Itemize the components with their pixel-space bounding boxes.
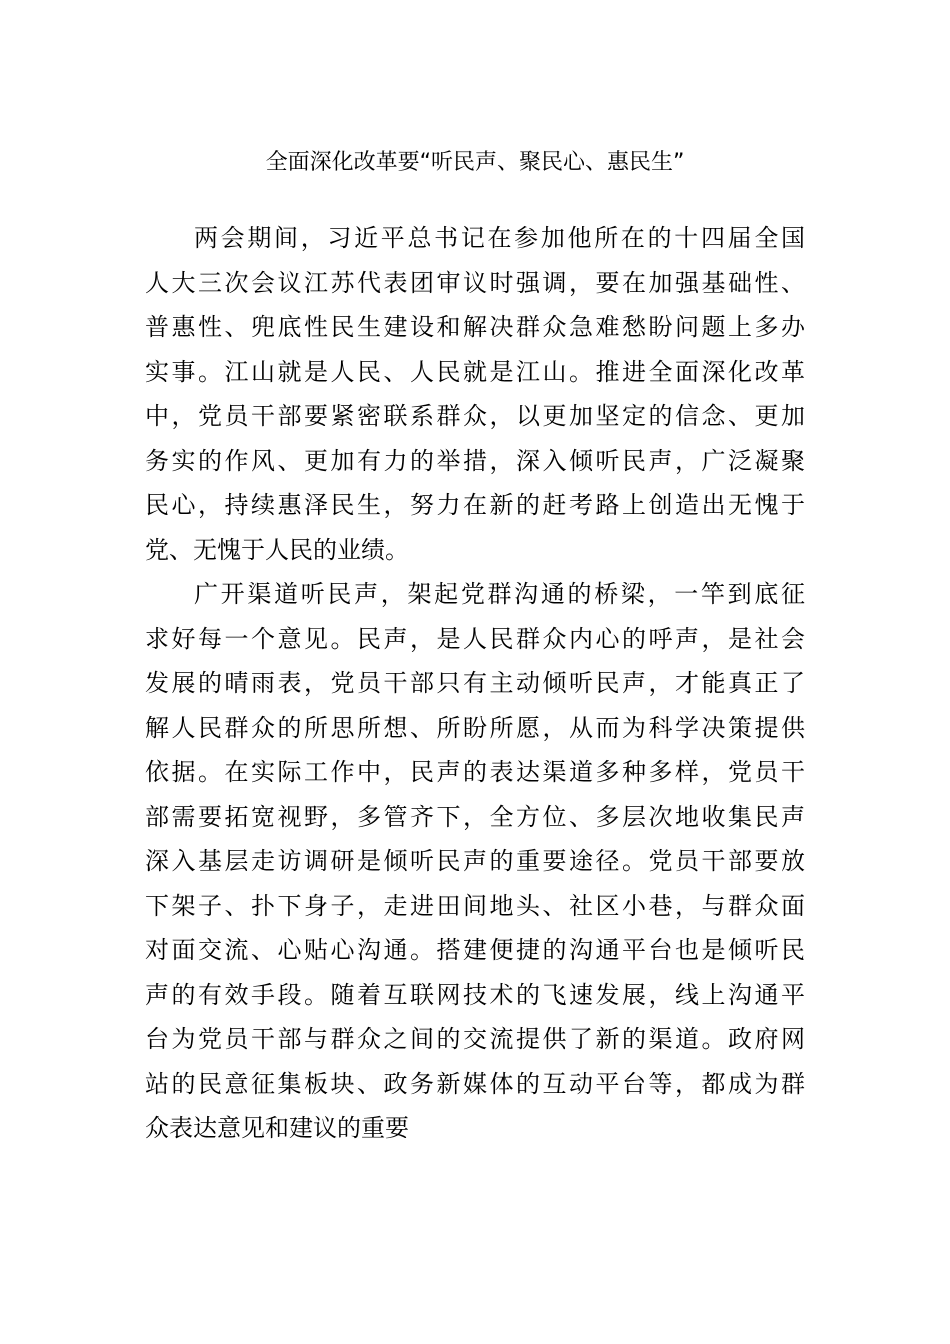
text-line: 部需要拓宽视野，多管齐下，全方位、多层次地收集民声 — [145, 802, 805, 831]
text-line: 求好每一个意见。民声，是人民群众内心的呼声，是社会 — [145, 624, 805, 653]
text-line: 对面交流、心贴心沟通。搭建便捷的沟通平台也是倾听民 — [145, 936, 805, 964]
text-line: 人大三次会议江苏代表团审议时强调，要在加强基础性、 — [145, 268, 805, 297]
text-line: 实事。江山就是人民、人民就是江山。推进全面深化改革 — [145, 357, 805, 386]
text-line: 台为党员干部与群众之间的交流提供了新的渠道。政府网 — [145, 1025, 805, 1053]
text-line: 中，党员干部要紧密联系群众，以更加坚定的信念、更加 — [145, 402, 805, 430]
paragraph-1 — [145, 222, 805, 578]
text-line: 两会期间，习近平总书记在参加他所在的十四届全国 — [194, 224, 805, 252]
text-line: 民心，持续惠泽民生，努力在新的赶考路上创造出无愧于 — [145, 491, 805, 519]
text-line: 广开渠道听民声，架起党群沟通的桥梁，一竿到底征 — [194, 580, 805, 608]
text-line: 务实的作风、更加有力的举措，深入倾听民声，广泛凝聚 — [145, 446, 805, 475]
text-line: 深入基层走访调研是倾听民声的重要途径。党员干部要放 — [145, 847, 805, 875]
text-line: 声的有效手段。随着互联网技术的飞速发展，线上沟通平 — [145, 980, 805, 1009]
text-line: 依据。在实际工作中，民声的表达渠道多种多样，党员干 — [145, 758, 805, 786]
paragraph-2 — [145, 578, 805, 1157]
document-body — [145, 222, 805, 1157]
text-line: 站的民意征集板块、政务新媒体的互动平台等，都成为群 — [145, 1069, 805, 1098]
text-line: 众表达意见和建议的重要 — [145, 1114, 409, 1142]
text-line: 下架子、扑下身子，走进田间地头、社区小巷，与群众面 — [145, 891, 805, 920]
text-line: 普惠性、兜底性民生建设和解决群众急难愁盼问题上多办 — [145, 313, 805, 341]
text-line: 发展的晴雨表，党员干部只有主动倾听民声，才能真正了 — [145, 669, 805, 697]
document-title: 全面深化改革要“听民声、聚民心、惠民生” — [265, 150, 685, 175]
text-line: 解人民群众的所思所想、所盼所愿，从而为科学决策提供 — [145, 713, 805, 742]
text-line: 党、无愧于人民的业绩。 — [145, 535, 409, 564]
